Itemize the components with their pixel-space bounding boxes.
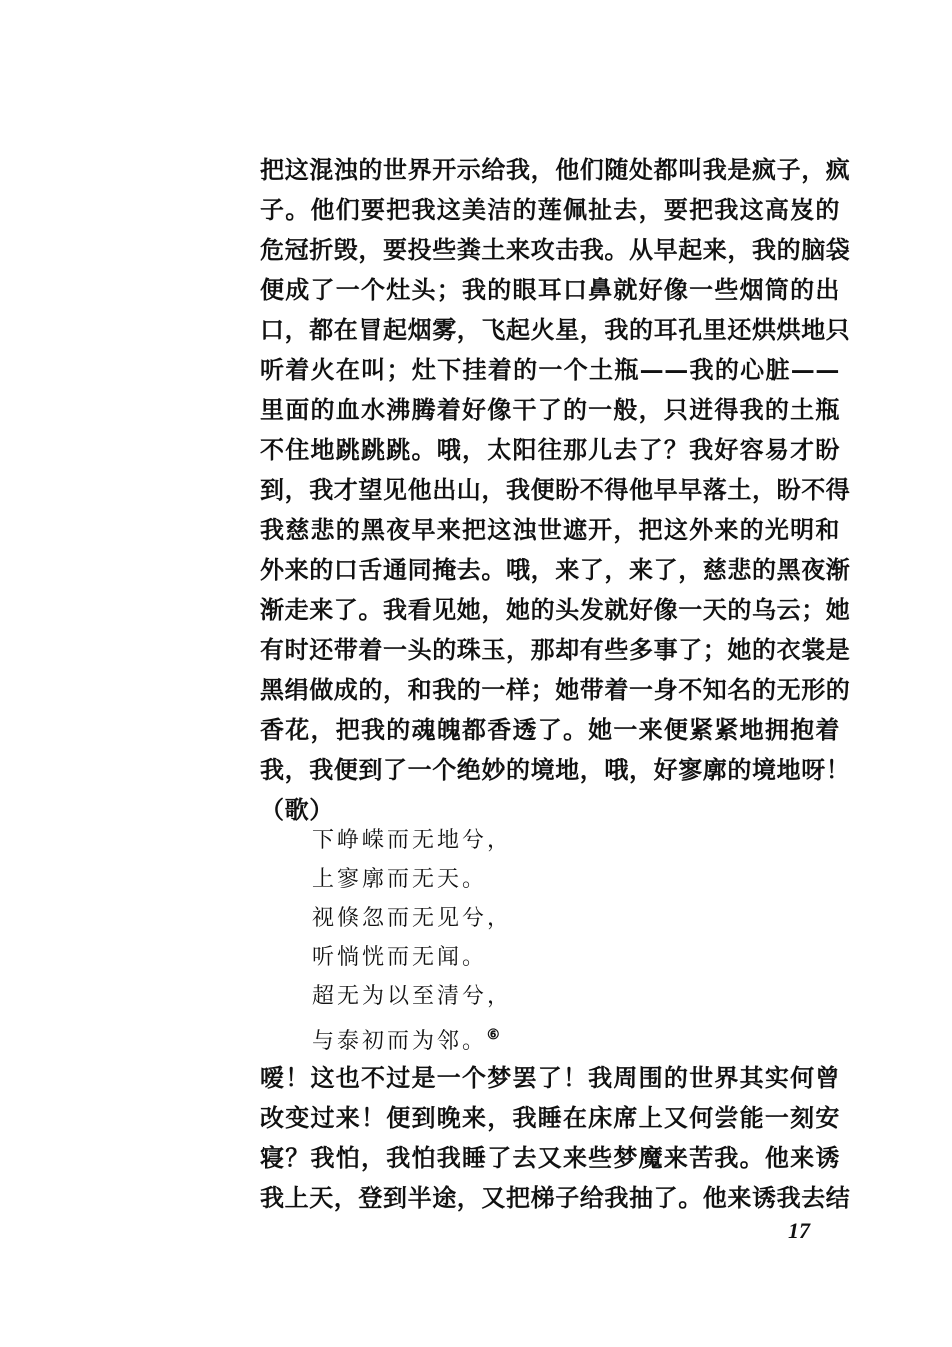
text-line: 我上天，登到半途，又把梯子给我抽了。他来诱我去结 xyxy=(260,1183,851,1212)
text-line: 到，我才望见他出山，我便盼不得他早早落土，盼不得 xyxy=(260,475,851,504)
text-line: 子。他们要把我这美洁的莲佩扯去，要把我这高岌的 xyxy=(260,195,840,224)
poem-line: 超无为以至清兮， xyxy=(312,984,513,1009)
poem xyxy=(312,821,672,1055)
paragraph-1 xyxy=(260,150,851,830)
text-line: 寝？我怕，我怕我睡了去又来些梦魔来苦我。他来诱 xyxy=(260,1143,840,1172)
stage-direction: （歌） xyxy=(260,795,334,824)
text-line: 嗳！这也不过是一个梦罢了！我周围的世界其实何曾 xyxy=(260,1063,840,1092)
text-line: 不住地跳跳跳。哦，太阳往那儿去了？我好容易才盼 xyxy=(260,435,840,464)
text-line: 把这混浊的世界开示给我，他们随处都叫我是疯子，疯 xyxy=(260,155,851,184)
text-line: 听着火在叫；灶下挂着的一个土瓶——我的心脏—— xyxy=(260,355,840,384)
text-line: 里面的血水沸腾着好像干了的一般，只迸得我的土瓶 xyxy=(260,395,840,424)
text-line: 渐走来了。我看见她，她的头发就好像一天的乌云；她 xyxy=(260,595,851,624)
poem-line: 上寥廓而无天。 xyxy=(312,867,488,892)
poem-line: 听惝恍而无闻。 xyxy=(312,945,488,970)
poem-line: 下峥嵘而无地兮， xyxy=(312,828,513,853)
page-number: 17 xyxy=(788,1218,810,1243)
poem-line-with-footnote xyxy=(312,1016,672,1055)
text-line: 改变过来！便到晚来，我睡在床席上又何尝能一刻安 xyxy=(260,1103,840,1132)
text-line: 便成了一个灶头；我的眼耳口鼻就好像一些烟筒的出 xyxy=(260,275,840,304)
text-line: 外来的口舌通同掩去。哦，来了，来了，慈悲的黑夜渐 xyxy=(260,555,851,584)
paragraph-2 xyxy=(260,1058,851,1218)
poem-line: 视倏忽而无见兮， xyxy=(312,906,513,931)
text-line: 我慈悲的黑夜早来把这浊世遮开，把这外来的光明和 xyxy=(260,515,840,544)
text-line: 香花，把我的魂魄都香透了。她一来便紧紧地拥抱着 xyxy=(260,715,840,744)
text-line: 危冠折毁，要投些粪土来攻击我。从早起来，我的脑袋 xyxy=(260,235,851,264)
text-line: 口，都在冒起烟雾，飞起火星，我的耳孔里还烘烘地只 xyxy=(260,315,851,344)
text-line: 有时还带着一头的珠玉，那却有些多事了；她的衣裳是 xyxy=(260,635,851,664)
text-line: 黑绢做成的，和我的一样；她带着一身不知名的无形的 xyxy=(260,675,851,704)
footnote-marker[interactable]: ⑥ xyxy=(487,1027,503,1043)
poem-line-text: 与泰初而为邻。 xyxy=(312,1029,488,1054)
text-line: 我，我便到了一个绝妙的境地，哦，好寥廓的境地呀！ xyxy=(260,755,851,784)
